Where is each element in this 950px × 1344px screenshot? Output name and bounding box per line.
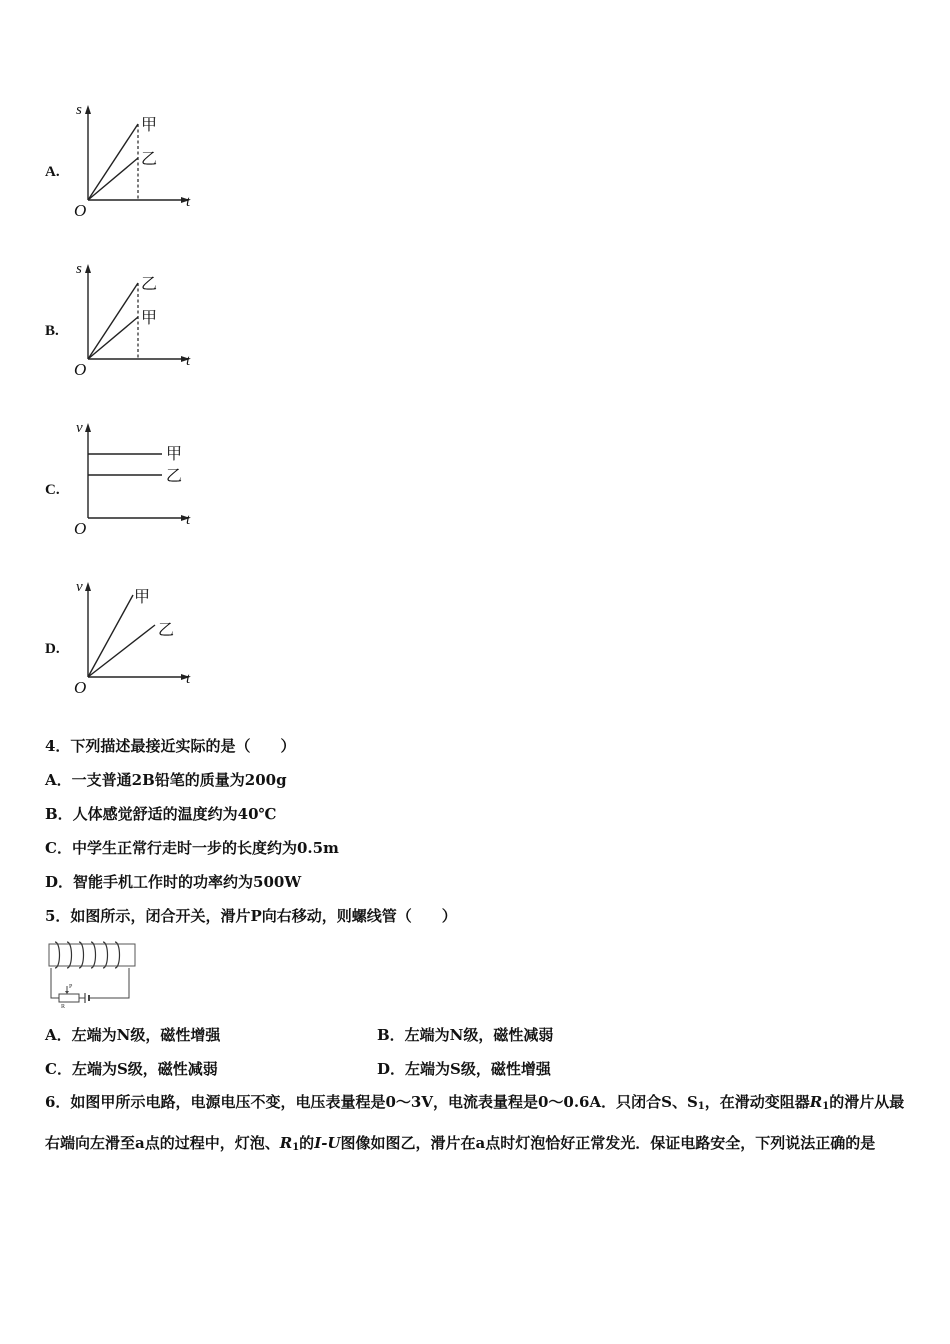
graph-d [70,577,200,697]
solenoid-core [49,944,135,966]
q6-text-2: ，在滑动变阻器 [704,1093,810,1111]
q6-r-symbol-2: R [279,1134,293,1152]
upper-line-label: 乙 [141,274,158,293]
q6-text-4: 的 [299,1134,315,1152]
lower-line-label: 乙 [141,149,158,168]
option-c-label: C. [45,482,60,498]
slider-label: P [69,984,73,990]
q6-r-symbol: R [809,1093,823,1111]
upper-line-label: 甲 [141,115,158,134]
upper-line-label: 甲 [166,444,183,463]
upper-line-label: 甲 [134,587,151,606]
graph-a [70,100,200,220]
line-lower [88,158,138,200]
y-arrow-icon [85,423,91,432]
y-arrow-icon [85,105,91,114]
q6-sub-1: 1 [697,1101,705,1112]
graph-b [70,259,200,379]
y-arrow-icon [85,264,91,273]
q4-option-d: D．智能手机工作时的功率约为500W [45,873,302,891]
line-upper [88,124,138,200]
line-lower [88,317,138,359]
line-lower [88,625,155,677]
q6-text-3: 的滑片从最右端向左滑至a点的过程中，灯泡、 [45,1093,905,1152]
y-axis-label: s [76,261,82,277]
origin-label: O [74,519,87,538]
graph-c [70,418,200,538]
x-axis-label: t [186,671,191,687]
q5-option-c: C．左端为S级，磁性减弱 [45,1060,218,1078]
lower-line-label: 乙 [166,466,183,485]
q6-sub-3: 1 [292,1142,300,1153]
q4-option-c: C．中学生正常行走时一步的长度约为0.5m [45,839,339,857]
q5-option-a: A．左端为N级，磁性增强 [45,1026,221,1044]
option-a-label: A. [45,164,60,180]
option-b-label: B. [45,323,59,339]
circuit-wire-left [51,968,59,998]
q6-iu-label: I-U [314,1134,341,1152]
y-axis-label: v [76,420,83,436]
x-axis-label: t [186,353,191,369]
q6-text-5: 图像如图乙，滑片在a点时灯泡恰好正常发光．保证电路安全，下列说法正确的是 [340,1134,876,1152]
solenoid-circuit-figure [45,938,140,1012]
y-arrow-icon [85,582,91,591]
y-axis-label: s [76,102,82,118]
origin-label: O [74,678,87,697]
lower-line-label: 甲 [141,308,158,327]
question-6 [45,1084,905,1166]
q4-option-a: A．一支普通2B铅笔的质量为200g [45,771,287,789]
lower-line-label: 乙 [158,620,175,639]
origin-label: O [74,201,87,220]
x-axis-label: t [186,194,191,210]
circuit-wire-right [91,968,129,998]
option-d-label: D. [45,641,60,657]
y-axis-label: v [76,579,83,595]
q5-option-b: B．左端为N级，磁性减弱 [377,1026,554,1044]
solenoid-coil [55,942,120,968]
q4-stem: 4．下列描述最接近实际的是（ ） [45,737,296,755]
q6-sub-2: 1 [822,1101,830,1112]
q5-stem: 5．如图所示，闭合开关，滑片P向右移动，则螺线管（ ） [45,907,457,925]
rheostat [59,994,79,1002]
line-upper [88,595,133,677]
line-upper [88,283,138,359]
origin-label: O [74,360,87,379]
q6-text-1: 6．如图甲所示电路，电源电压不变，电压表量程是0～3V，电流表量程是0～0.6A．只闭合S、S [45,1093,698,1111]
q5-option-d: D．左端为S级，磁性增强 [377,1060,551,1078]
q4-option-b: B．人体感觉舒适的温度约为40℃ [45,805,277,823]
x-axis-label: t [186,512,191,528]
resistor-label: R [61,1004,66,1008]
